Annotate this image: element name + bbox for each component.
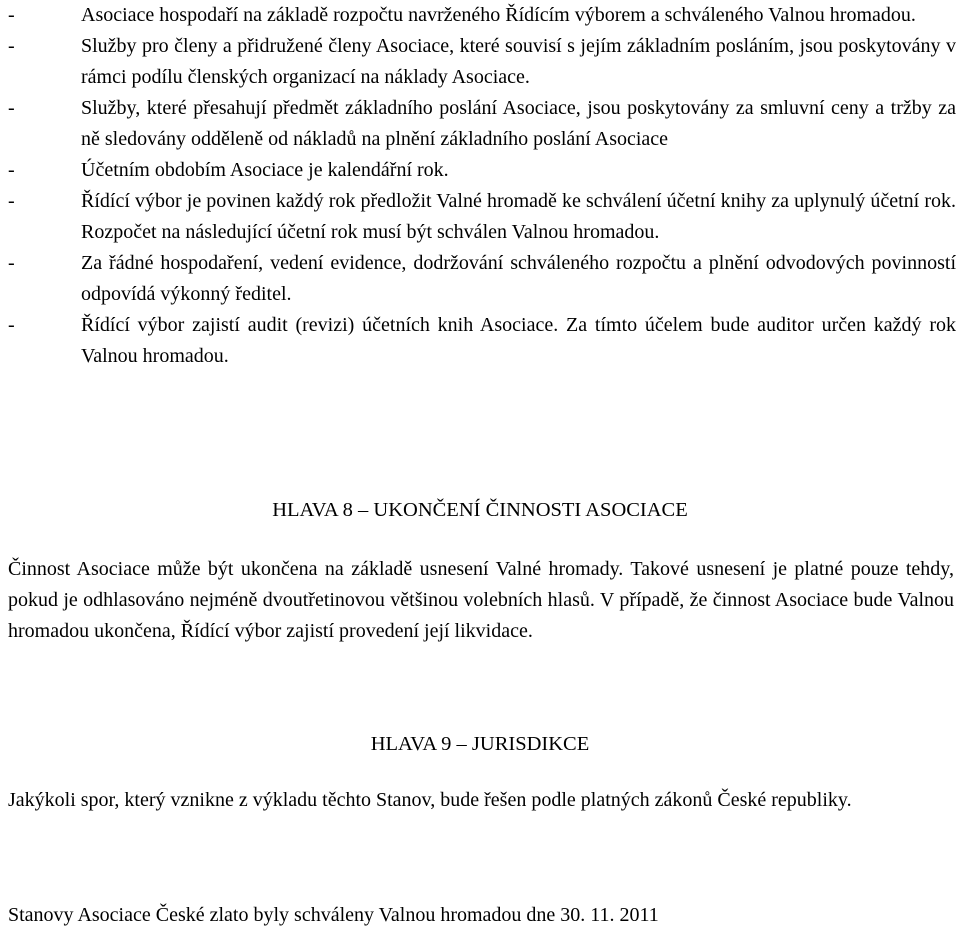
list-item-text: Služby pro členy a přidružené členy Asociace, které souvisí s jejím základním posláním, jsou poskytovány v rámci podílu členských organizací na náklady Asociace. — [81, 35, 956, 88]
list-item-text: Za řádné hospodaření, vedení evidence, dodržování schváleného rozpočtu a plnění odvodových povinností odpovídá výkonný ředitel. — [81, 252, 956, 305]
list-dash: - — [8, 314, 15, 336]
list-dash: - — [8, 35, 15, 57]
list-item — [8, 31, 956, 93]
list-dash: - — [8, 97, 15, 119]
list-item — [8, 93, 956, 155]
list-item-text: Řídící výbor zajistí audit (revizi) účetních knih Asociace. Za tímto účelem bude auditor určen každý rok Valnou hromadou. — [81, 314, 956, 367]
list-item — [8, 310, 956, 372]
list-item-text: Řídící výbor je povinen každý rok předložit Valné hromadě ke schválení účetní knihy za uplynulý účetní rok. Rozpočet na následující účetní rok musí být schválen Valnou hromadou. — [81, 190, 956, 243]
list-item — [8, 248, 956, 310]
list-dash: - — [8, 252, 15, 274]
chapter-9-paragraph: Jakýkoli spor, který vznikne z výkladu těchto Stanov, bude řešen podle platných zákonů České republiky. — [8, 789, 852, 811]
bullet-list — [8, 0, 956, 372]
closing-statement: Stanovy Asociace České zlato byly schváleny Valnou hromadou dne 30. 11. 2011 — [8, 904, 659, 926]
chapter-9-heading: HLAVA 9 – JURISDIKCE — [370, 733, 590, 755]
list-item — [8, 155, 956, 186]
list-dash: - — [8, 4, 15, 26]
list-dash: - — [8, 159, 15, 181]
list-item — [8, 186, 956, 248]
chapter-8-paragraph: Činnost Asociace může být ukončena na základě usnesení Valné hromady. Takové usnesení je platné pouze tehdy, pokud je odhlasováno nejméně dvoutřetinovou většinou volebních hlasů. V případě, že činnost Asociace bude Valnou hromadou ukončena, Řídící výbor zajistí provedení její likvidace. — [8, 558, 954, 642]
list-item-text: Služby, které přesahují předmět základního poslání Asociace, jsou poskytovány za smluvní ceny a tržby za ně sledovány odděleně od nákladů na plnění základního poslání Asociace — [81, 97, 956, 150]
list-item — [8, 0, 956, 31]
list-item-text: Asociace hospodaří na základě rozpočtu navrženého Řídícím výborem a schváleného Valnou hromadou. — [81, 4, 916, 26]
list-dash: - — [8, 190, 15, 212]
chapter-8-heading: HLAVA 8 – UKONČENÍ ČINNOSTI ASOCIACE — [272, 499, 688, 521]
list-item-text: Účetním obdobím Asociace je kalendářní rok. — [81, 159, 449, 181]
